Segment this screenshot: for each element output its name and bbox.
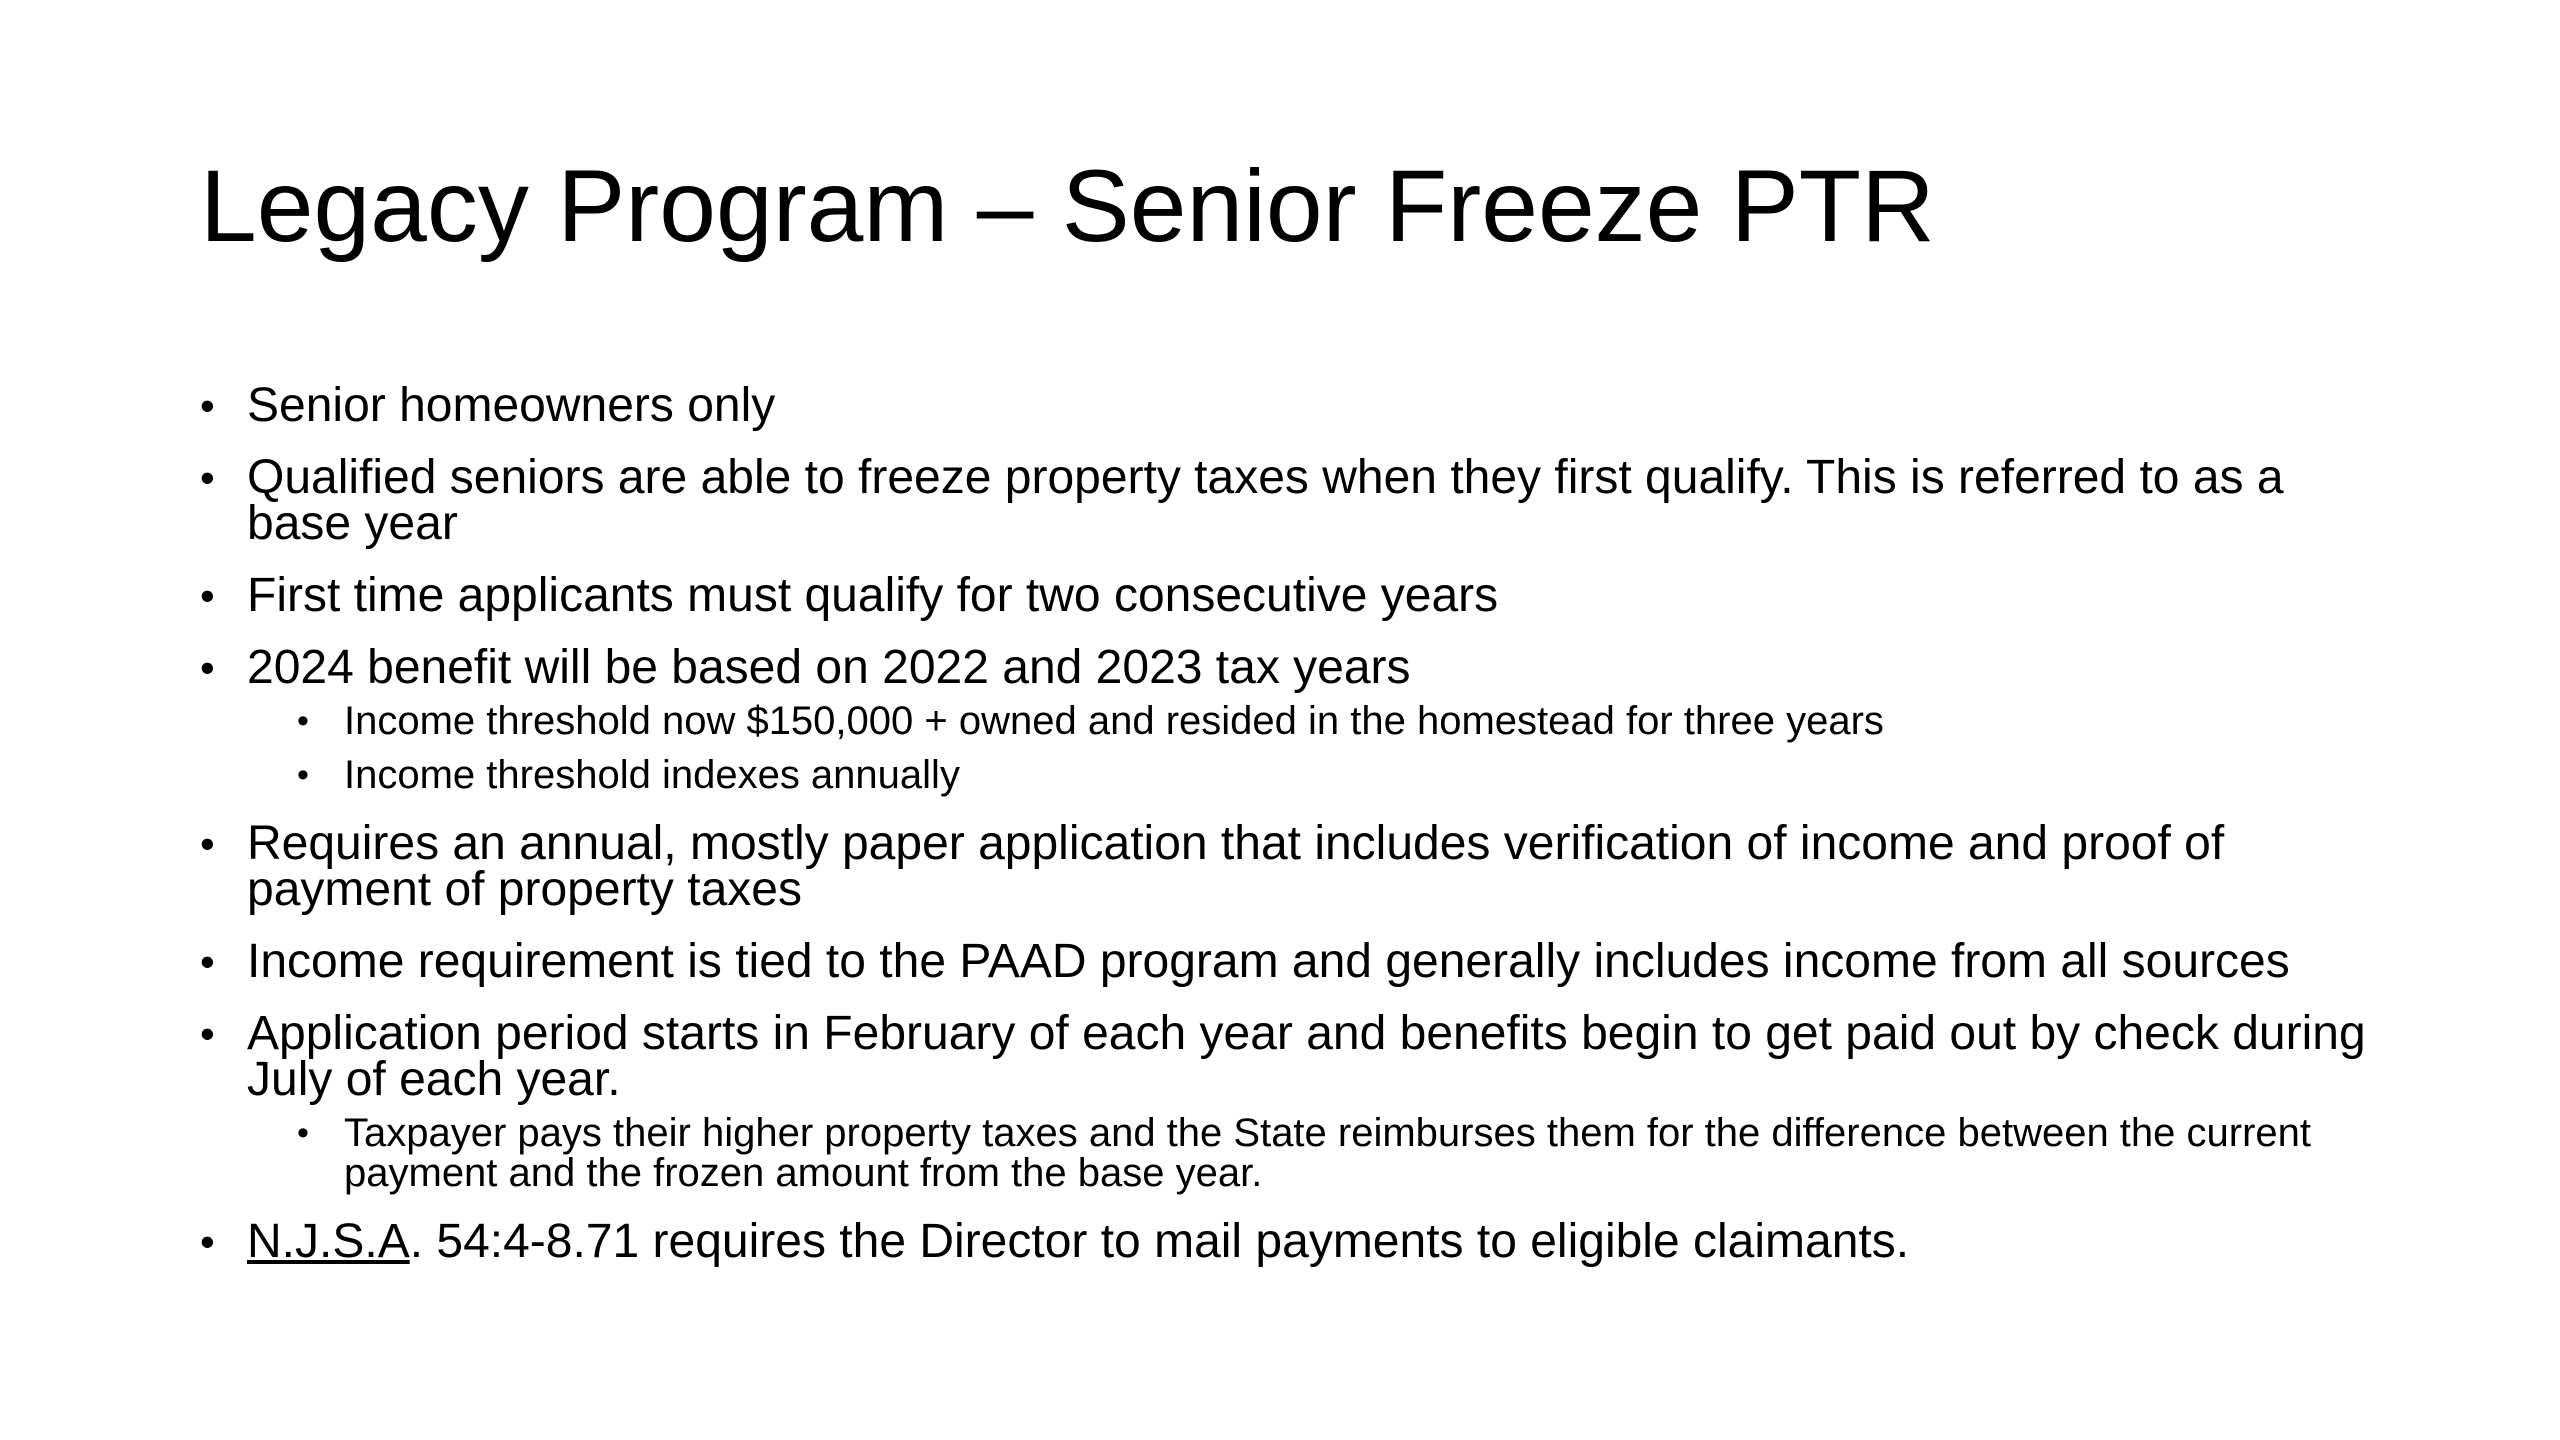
sub-list-item-text: Taxpayer pays their higher property taxes and the State reimburses them for the difference between the current payment and the frozen amount from the base year. bbox=[344, 1111, 2312, 1195]
sub-list-item-text: Income threshold indexes annually bbox=[344, 753, 960, 797]
list-item-text: . 54:4-8.71 requires the Director to mail payments to eligible claimants. bbox=[409, 1215, 1910, 1268]
bullet-icon: • bbox=[200, 820, 215, 867]
sub-bullet-list bbox=[247, 1113, 2380, 1193]
sub-bullet-icon: • bbox=[297, 702, 309, 740]
list-item-text: Senior homeowners only bbox=[247, 379, 776, 432]
sub-list-item bbox=[247, 1113, 2380, 1193]
statute-citation: N.J.S.A bbox=[247, 1215, 410, 1268]
bullet-icon: • bbox=[200, 572, 215, 619]
sub-list-item bbox=[247, 755, 2380, 795]
sub-list-item-text: Income threshold now $150,000 + owned and resided in the homestead for three years bbox=[344, 699, 1884, 743]
list-item bbox=[200, 379, 2380, 432]
list-item bbox=[200, 935, 2380, 988]
bullet-icon: • bbox=[200, 382, 215, 429]
list-item bbox=[200, 569, 2380, 622]
list-item bbox=[200, 641, 2380, 797]
bullet-icon: • bbox=[200, 1010, 215, 1057]
list-item-text: First time applicants must qualify for two consecutive years bbox=[247, 569, 1499, 622]
bullet-icon: • bbox=[200, 644, 215, 691]
bullet-icon: • bbox=[200, 454, 215, 501]
list-item-text: Requires an annual, mostly paper application that includes verification of income and proof of payment of property taxes bbox=[247, 817, 2225, 916]
bullet-list bbox=[200, 379, 2380, 1268]
list-item-text: Application period starts in February of each year and benefits begin to get paid out by check during July of each year. bbox=[247, 1007, 2366, 1106]
sub-bullet-icon: • bbox=[297, 1114, 309, 1152]
list-item-text: Qualified seniors are able to freeze property taxes when they first qualify. This is referred to as a base year bbox=[247, 451, 2284, 550]
slide-title: Legacy Program – Senior Freeze PTR bbox=[200, 149, 1935, 263]
list-item bbox=[200, 451, 2380, 550]
list-item bbox=[200, 1215, 2380, 1268]
bullet-icon: • bbox=[200, 1218, 215, 1265]
list-item bbox=[200, 1007, 2380, 1195]
list-item-text: 2024 benefit will be based on 2022 and 2023 tax years bbox=[247, 641, 1411, 694]
sub-bullet-icon: • bbox=[297, 756, 309, 794]
bullet-icon: • bbox=[200, 938, 215, 985]
sub-list-item bbox=[247, 701, 2380, 741]
sub-bullet-list bbox=[247, 701, 2380, 795]
list-item bbox=[200, 817, 2380, 916]
slide-content bbox=[200, 379, 2380, 1291]
list-item-text: Income requirement is tied to the PAAD program and generally includes income from all sources bbox=[247, 935, 2290, 988]
